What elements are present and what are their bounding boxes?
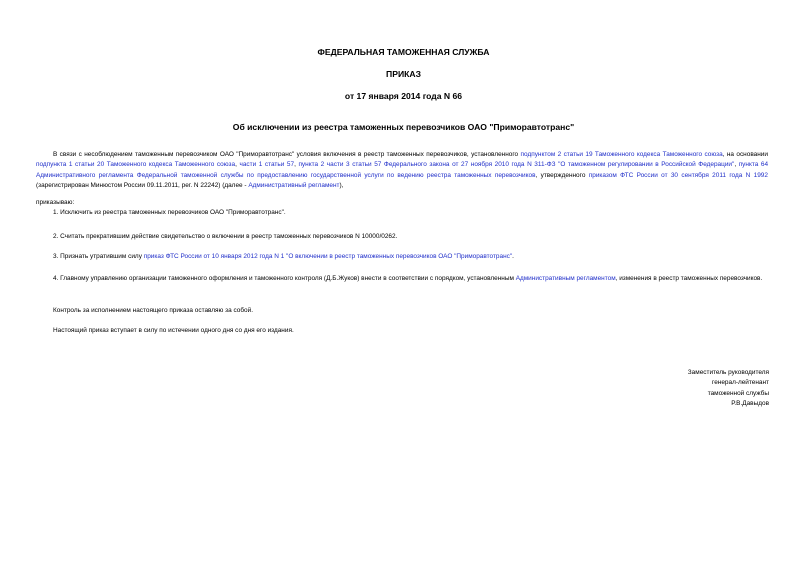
link-order-fts-1[interactable]: приказ ФТС России от 10 января 2012 года N 1 "О включении в реестр таможенных перевозчиков ОАО "Приморавтотранс" <box>143 253 513 260</box>
signature-block <box>569 368 769 410</box>
preamble-text-8: ), <box>339 182 344 190</box>
preamble-text-1: В связи с несоблюдением таможенным перевозчиком ОАО "Приморавтотранс" условия включения в реестр таможенных перевозчиков, установленного <box>53 151 521 158</box>
item-3-block <box>36 252 768 262</box>
item-1: 1. Исключить из реестра таможенных перевозчиков ОАО "Приморавтотранс". <box>53 209 286 217</box>
preamble-text-3: , <box>235 161 240 169</box>
link-admin-regulation-2[interactable]: Административным регламентом <box>515 275 616 282</box>
item-2-block <box>36 232 768 242</box>
link-federal-law-311[interactable]: пункта 2 части 3 статьи 57 Федерального закона от 27 ноября 2010 года N 311-ФЗ "О таможенном регулировании в Российской Федерации" <box>298 161 735 169</box>
effect-text: Настоящий приказ вступает в силу по истечении одного дня со дня его издания. <box>53 327 294 334</box>
document-type-heading: ПРИКАЗ <box>386 69 421 79</box>
item-3-end: . <box>512 253 514 260</box>
link-order-1992[interactable]: приказом ФТС России от 30 сентября 2011 года N 1992 <box>588 171 768 179</box>
link-tk-art19[interactable]: подпунктом 2 статьи 19 Таможенного кодекса Таможенного союза <box>520 151 723 158</box>
agency-heading: ФЕДЕРАЛЬНАЯ ТАМОЖЕННАЯ СЛУЖБА <box>317 47 490 57</box>
signature-rank: генерал-лейтенант <box>711 379 769 387</box>
link-art57-part1[interactable]: части 1 статьи 57 <box>239 161 295 169</box>
item-4-end: , изменения в реестр таможенных перевозчиков. <box>615 275 763 282</box>
order-clause <box>36 198 768 219</box>
link-tk-art20[interactable]: подпункта 1 статьи 20 Таможенного кодекса Таможенного союза <box>36 161 236 169</box>
document-title: Об исключении из реестра таможенных перевозчиков ОАО "Приморавтотранс" <box>232 122 575 132</box>
order-word: приказываю: <box>36 199 75 206</box>
preamble-text-6: , утвержденного <box>535 171 589 179</box>
preamble-text-2: , на основании <box>722 151 768 158</box>
preamble-text-5: , <box>734 161 739 169</box>
item-3-text: 3. Признать утратившим силу <box>53 253 144 260</box>
preamble-paragraph <box>36 150 768 192</box>
control-block <box>36 306 768 316</box>
control-text: Контроль за исполнением настоящего приказа оставляю за собой. <box>53 307 254 314</box>
date-number-heading: от 17 января 2014 года N 66 <box>344 91 463 101</box>
item-4 <box>36 274 768 284</box>
item-4-block <box>36 274 768 284</box>
preamble-text-7: (зарегистрирован Минюстом России 09.11.2011, рег. N 22242) (далее - <box>36 182 249 190</box>
item-4-text: 4. Главному управлению организации таможенного оформления и таможенного контроля (Д.Б.Жуков) внести в соответствии с порядком, установленным <box>53 275 516 282</box>
effect-block <box>36 326 768 336</box>
item-2: 2. Считать прекратившим действие свидетельство о включении в реестр таможенных перевозчиков N 10000/0262. <box>53 233 398 240</box>
preamble-text-4: , <box>294 161 299 169</box>
signature-name: Р.В.Давыдов <box>731 400 769 408</box>
item-3 <box>36 252 768 262</box>
signature-position: Заместитель руководителя <box>687 369 769 376</box>
signature-service: таможенной службы <box>707 389 769 397</box>
link-admin-regulation[interactable]: Административный регламент <box>248 182 340 190</box>
link-regulation-p64[interactable]: пункта 64 Административного регламента Федеральной таможенной службы по предоставлению государственной услуги по ведению реестра таможенных перевозчиков <box>36 161 769 179</box>
document-body <box>36 150 768 192</box>
